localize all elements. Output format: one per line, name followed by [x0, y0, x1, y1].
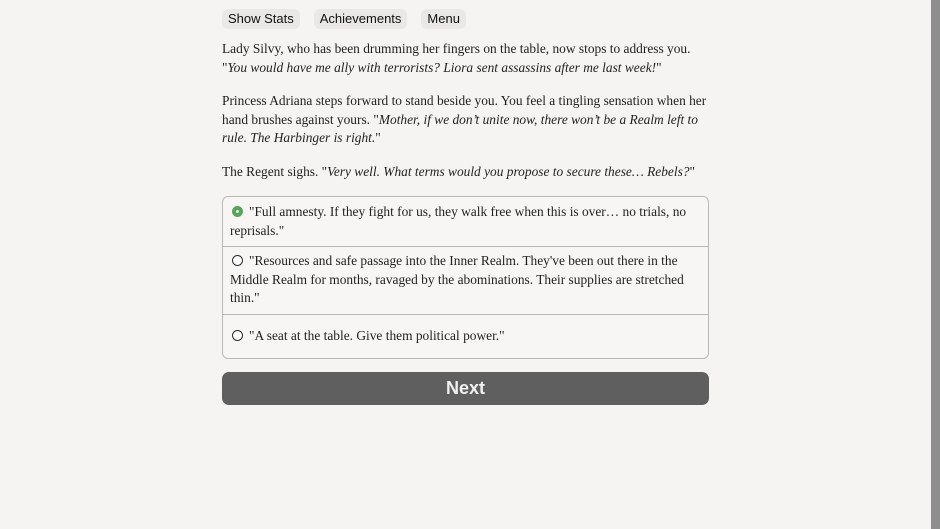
radio-selected-icon[interactable]	[232, 206, 243, 217]
menu-button[interactable]: Menu	[421, 9, 466, 29]
quote-close: "	[689, 163, 695, 179]
quote-close: "	[375, 130, 381, 145]
story-paragraph-2	[222, 92, 709, 148]
game-content	[222, 0, 709, 405]
top-toolbar	[222, 6, 709, 32]
achievements-button[interactable]: Achievements	[314, 9, 408, 29]
dialogue-text: You would have me ally with terrorists? Liora sent assassins after me last week!	[227, 59, 657, 75]
choice-option-seat[interactable]	[223, 314, 708, 359]
radio-unselected-icon[interactable]	[232, 330, 243, 341]
choice-list	[222, 196, 709, 359]
story-text: Lady Silvy, who has been drumming her fingers on the table, now stops to address you. "	[222, 41, 691, 75]
choice-option-resources[interactable]	[223, 246, 708, 314]
next-button[interactable]: Next	[222, 372, 709, 405]
story-text: The Regent sighs. "	[222, 163, 328, 179]
quote-close: "	[656, 59, 662, 75]
choice-label: "A seat at the table. Give them political power."	[249, 327, 505, 343]
radio-unselected-icon[interactable]	[232, 255, 243, 266]
story-paragraph-3	[222, 163, 709, 182]
page-scrollbar[interactable]	[931, 0, 940, 529]
choice-option-amnesty[interactable]	[223, 197, 708, 246]
story-paragraph-1	[222, 40, 709, 77]
dialogue-text: Mother, if we don’t unite now, there won’t be a Realm left to rule. The Harbinger is right.	[222, 111, 698, 145]
story-text: Princess Adriana steps forward to stand beside you. You feel a tingling sensation when her hand brushes against yours. "	[222, 93, 707, 127]
show-stats-button[interactable]: Show Stats	[222, 9, 300, 29]
choice-label: "Resources and safe passage into the Inner Realm. They've been out there in the Middle Realm for months, ravaged by the abominations. Their supplies are stretched thin."	[230, 253, 684, 305]
dialogue-text: Very well. What terms would you propose to secure these… Rebels?	[327, 163, 690, 179]
choice-label: "Full amnesty. If they fight for us, they walk free when this is over… no trials, no reprisals."	[230, 204, 687, 238]
